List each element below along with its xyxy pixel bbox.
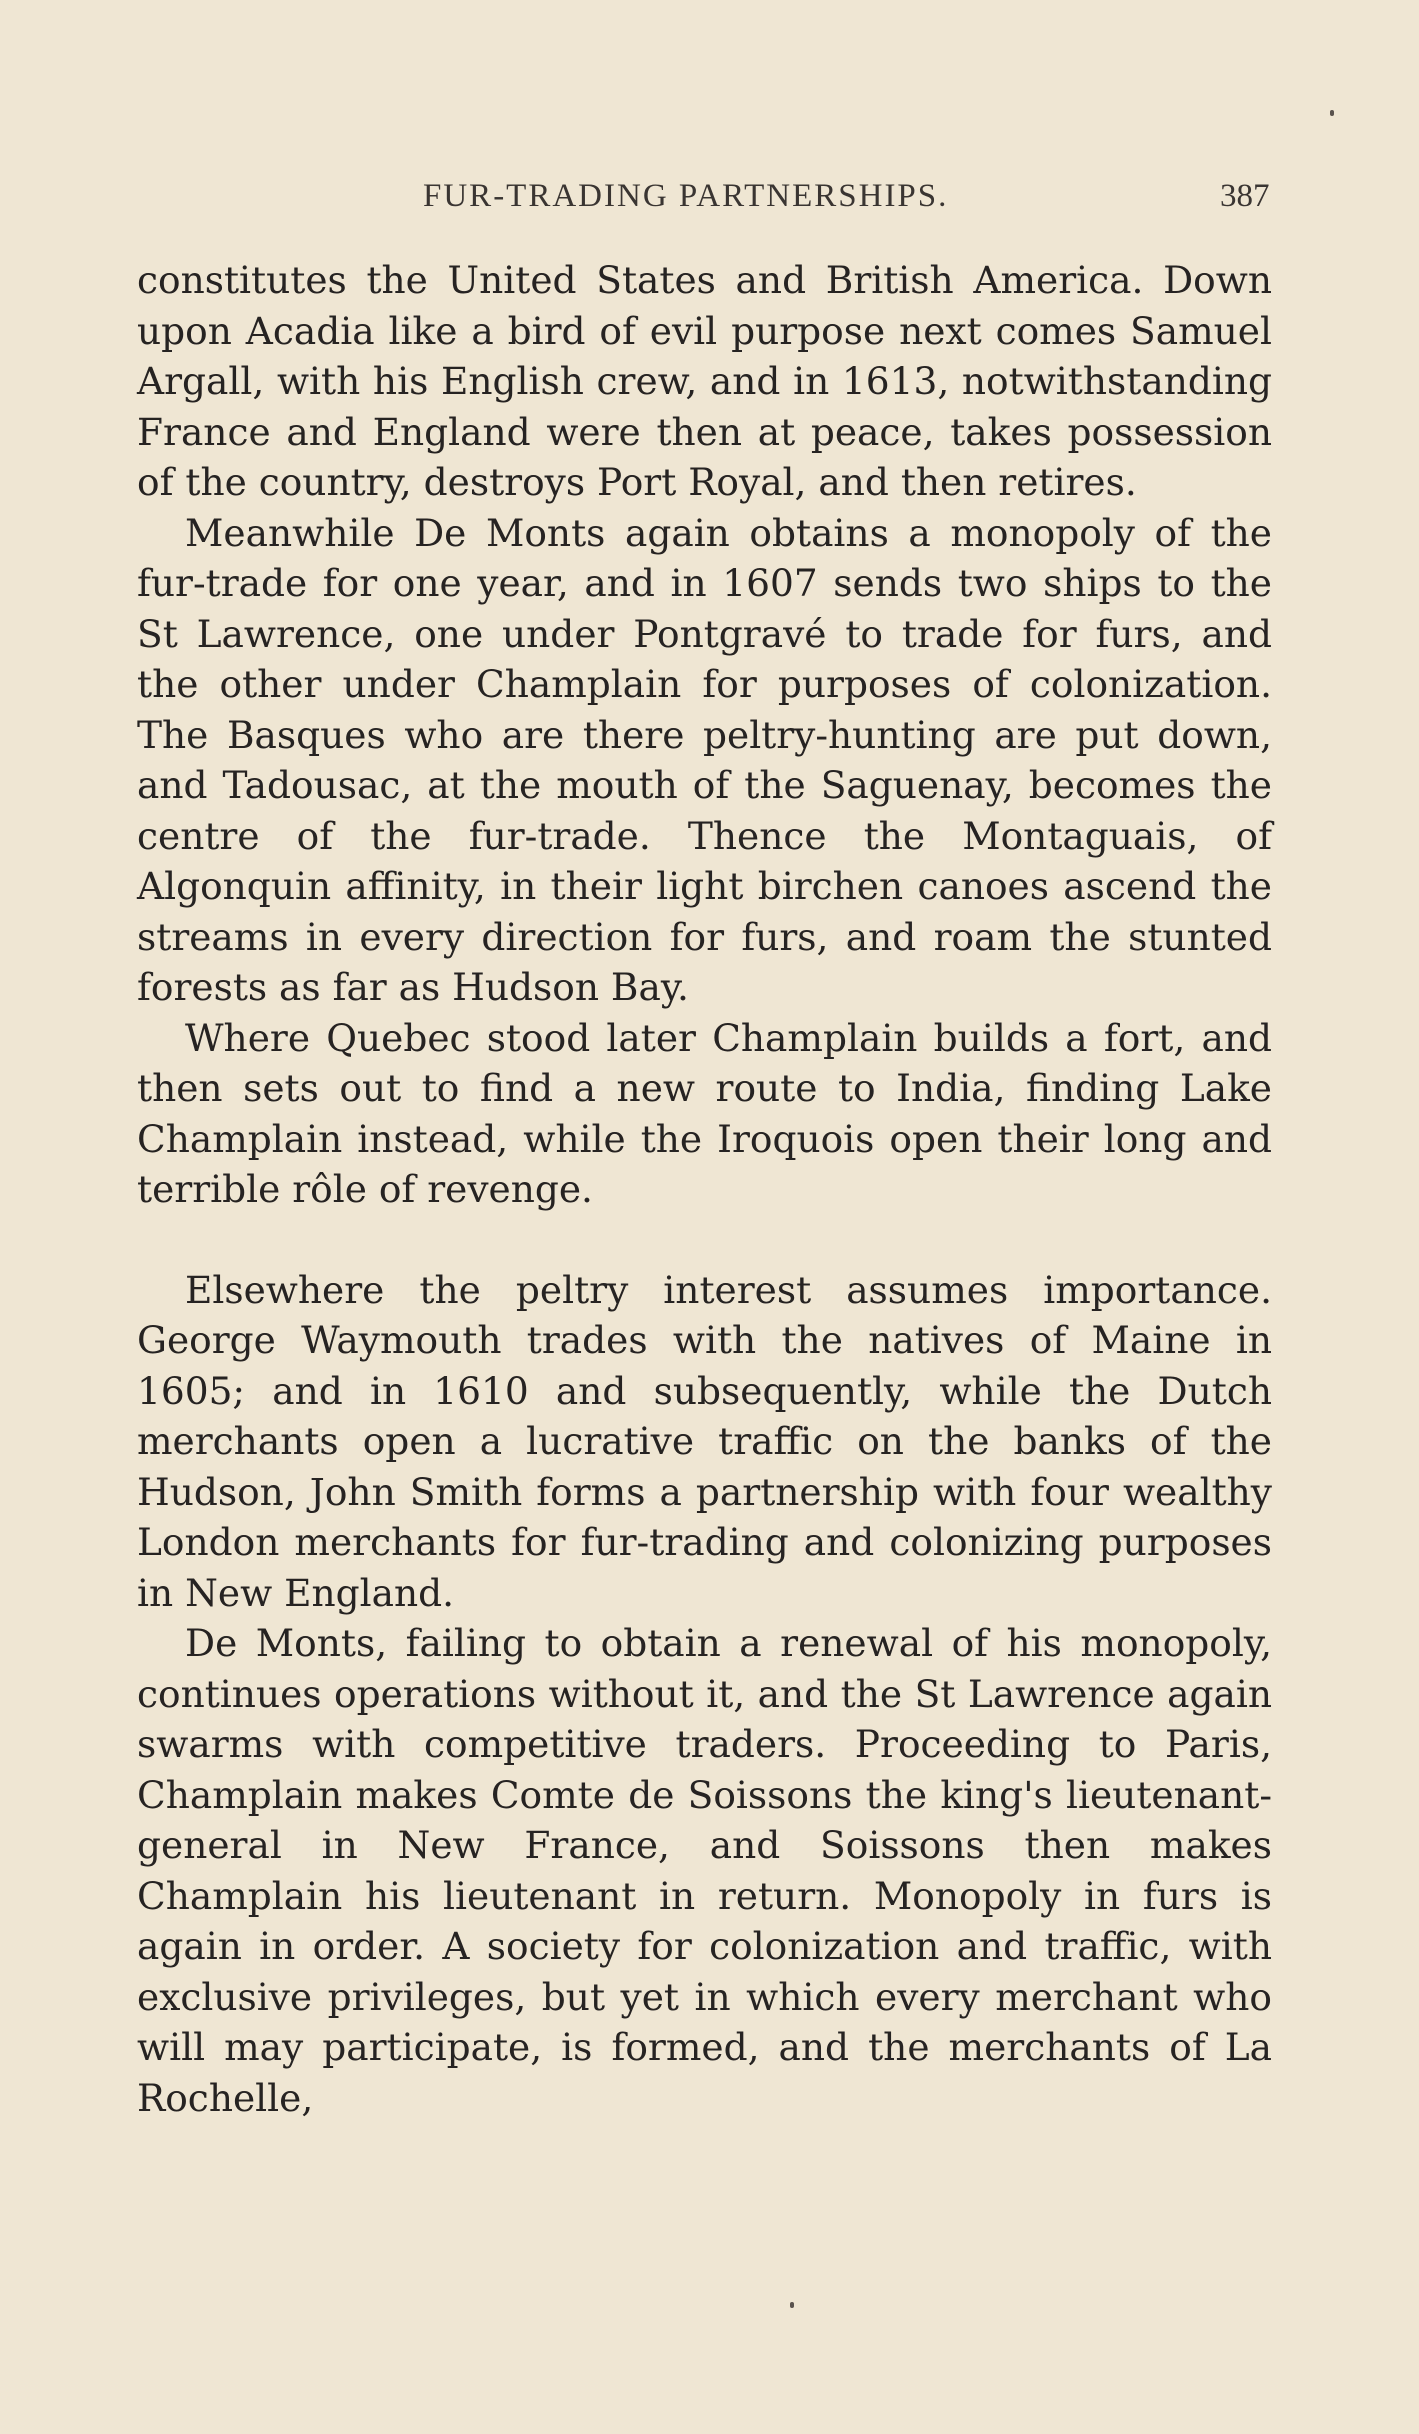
- paragraph: Where Quebec stood later Champlain builds a fort, and then sets out to find a new route to India, finding Lake Champlain instead, while the Iroquois open their long and terrible rôle of revenge.: [137, 1015, 1272, 1211]
- paragraph: Elsewhere the peltry interest assumes importance. George Waymouth trades with the natives of Maine in 1605; and in 1610 and subsequently, while the Dutch merchants open a lucrative traffic on the banks of the Hudson, John Smith forms a partnership with four wealthy London merchants for fur-trading and colonizing purposes in New England.: [137, 1267, 1272, 1615]
- paragraph: Meanwhile De Monts again obtains a monopoly of the fur-trade for one year, and in 1607 sends two ships to the St Lawrence, one under Pontgravé to trade for furs, and the other under Champlain for purposes of colonization. The Basques who are there peltry-hunting are put down, and Tadousac, at the mouth of the Saguenay, becomes the centre of the fur-trade. Thence the Montaguais, of Algonquin affinity, in their light birchen canoes ascend the streams in every direction for furs, and roam the stunted forests as far as Hudson Bay.: [137, 510, 1272, 1009]
- running-title: FUR-TRADING PARTNERSHIPS.: [423, 178, 949, 214]
- running-head: [0, 170, 1419, 220]
- page-number: 387: [1220, 178, 1270, 214]
- paragraph: De Monts, failing to obtain a renewal of his monopoly, continues operations without it, and the St Lawrence again swarms with competitive traders. Proceeding to Paris, Champlain makes Comte de Soissons the king's lieutenant-general in New France, and Soissons then makes Champlain his lieutenant in return. Monopoly in furs is again in order. A society for colonization and traffic, with exclusive privileges, but yet in which every merchant who will may participate, is formed, and the merchants of La Rochelle,: [137, 1621, 1272, 2120]
- ink-speck: [1330, 110, 1334, 116]
- ink-speck: [790, 2302, 794, 2308]
- body-text: [137, 255, 1272, 2123]
- paragraph: constitutes the United States and British America. Down upon Acadia like a bird of evil purpose next comes Samuel Argall, with his English crew, and in 1613, notwithstanding France and England were then at peace, takes possession of the country, destroys Port Royal, and then retires.: [137, 258, 1272, 504]
